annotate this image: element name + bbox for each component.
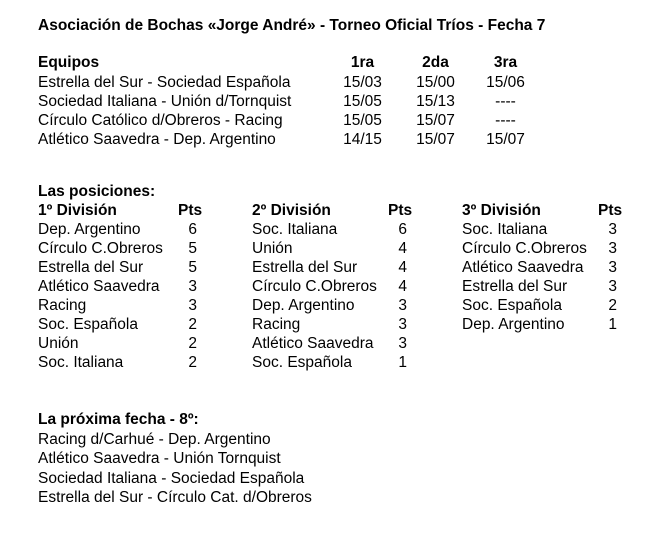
match-score-1ra: 15/03 (343, 74, 382, 91)
match-team: Sociedad Italiana - Unión d/Tornquist (38, 93, 292, 110)
standing-team: Círculo C.Obreros (252, 278, 377, 295)
match-score-2da: 15/13 (416, 93, 455, 110)
standing-pts: 3 (188, 297, 197, 314)
col-header-3ra: 3ra (493, 54, 518, 71)
division-title: 2º División (252, 202, 331, 219)
list-item: Sociedad Italiana - Sociedad Española (38, 470, 305, 487)
standing-team: Dep. Argentino (38, 221, 141, 238)
standing-team: Estrella del Sur (252, 259, 358, 276)
posiciones-header: Las posiciones: (38, 183, 156, 200)
standing-pts: 3 (608, 221, 617, 238)
standing-pts: 3 (398, 316, 407, 333)
pts-header: Pts (178, 202, 203, 219)
list-item: Racing d/Carhué - Dep. Argentino (38, 431, 271, 448)
division-title: 1º División (38, 202, 117, 219)
standing-pts: 4 (398, 259, 407, 276)
standing-pts: 2 (188, 316, 197, 333)
standing-team: Unión (38, 335, 79, 352)
standing-team: Estrella del Sur (462, 278, 568, 295)
equipos-header: Equipos (38, 54, 100, 71)
match-score-2da: 15/00 (416, 74, 455, 91)
standing-pts: 4 (398, 240, 407, 257)
standing-team: Círculo C.Obreros (462, 240, 587, 257)
standing-team: Dep. Argentino (252, 297, 355, 314)
col-header-2da: 2da (422, 54, 449, 71)
standing-pts: 4 (398, 278, 407, 295)
match-score-2da: 15/07 (416, 131, 455, 148)
standing-pts: 3 (608, 259, 617, 276)
division-title: 3º División (462, 202, 541, 219)
standing-team: Racing (38, 297, 87, 314)
standing-team: Círculo C.Obreros (38, 240, 163, 257)
list-item: Atlético Saavedra - Unión Tornquist (38, 450, 281, 467)
standing-pts: 3 (398, 297, 407, 314)
match-score-1ra: 14/15 (343, 131, 382, 148)
match-score-2da: 15/07 (416, 112, 455, 129)
match-score-3ra: ---- (495, 112, 516, 129)
standing-team: Soc. Española (38, 316, 138, 333)
match-score-3ra: ---- (495, 93, 516, 110)
standing-team: Soc. Italiana (462, 221, 548, 238)
standing-team: Soc. Italiana (38, 354, 124, 371)
pts-header: Pts (598, 202, 623, 219)
standing-pts: 2 (188, 354, 197, 371)
standing-pts: 6 (188, 221, 197, 238)
pts-header: Pts (388, 202, 413, 219)
standing-pts: 6 (398, 221, 407, 238)
standing-pts: 5 (188, 259, 197, 276)
list-item: Estrella del Sur - Círculo Cat. d/Obreros (38, 489, 312, 506)
match-team: Estrella del Sur - Sociedad Española (38, 74, 291, 91)
match-score-3ra: 15/07 (486, 131, 525, 148)
standing-pts: 3 (188, 278, 197, 295)
standing-pts: 3 (398, 335, 407, 352)
standing-team: Soc. Italiana (252, 221, 338, 238)
standing-team: Dep. Argentino (462, 316, 565, 333)
proxima-header: La próxima fecha - 8º: (38, 411, 199, 428)
standing-pts: 1 (608, 316, 617, 333)
match-score-1ra: 15/05 (343, 112, 382, 129)
standing-pts: 1 (398, 354, 407, 371)
standing-team: Soc. Española (252, 354, 352, 371)
standing-team: Estrella del Sur (38, 259, 144, 276)
standing-team: Racing (252, 316, 301, 333)
standing-team: Atlético Saavedra (252, 335, 374, 352)
standing-pts: 5 (188, 240, 197, 257)
standing-team: Atlético Saavedra (38, 278, 160, 295)
standing-team: Soc. Española (462, 297, 562, 314)
match-team: Círculo Católico d/Obreros - Racing (38, 112, 283, 129)
match-score-3ra: 15/06 (486, 74, 525, 91)
match-team: Atlético Saavedra - Dep. Argentino (38, 131, 276, 148)
standing-pts: 3 (608, 278, 617, 295)
page-title: Asociación de Bochas «Jorge André» - Torneo Oficial Tríos - Fecha 7 (38, 17, 546, 34)
match-score-1ra: 15/05 (343, 93, 382, 110)
standing-pts: 3 (608, 240, 617, 257)
col-header-1ra: 1ra (350, 54, 375, 71)
standing-team: Atlético Saavedra (462, 259, 584, 276)
standing-pts: 2 (188, 335, 197, 352)
standing-pts: 2 (608, 297, 617, 314)
standing-team: Unión (252, 240, 293, 257)
